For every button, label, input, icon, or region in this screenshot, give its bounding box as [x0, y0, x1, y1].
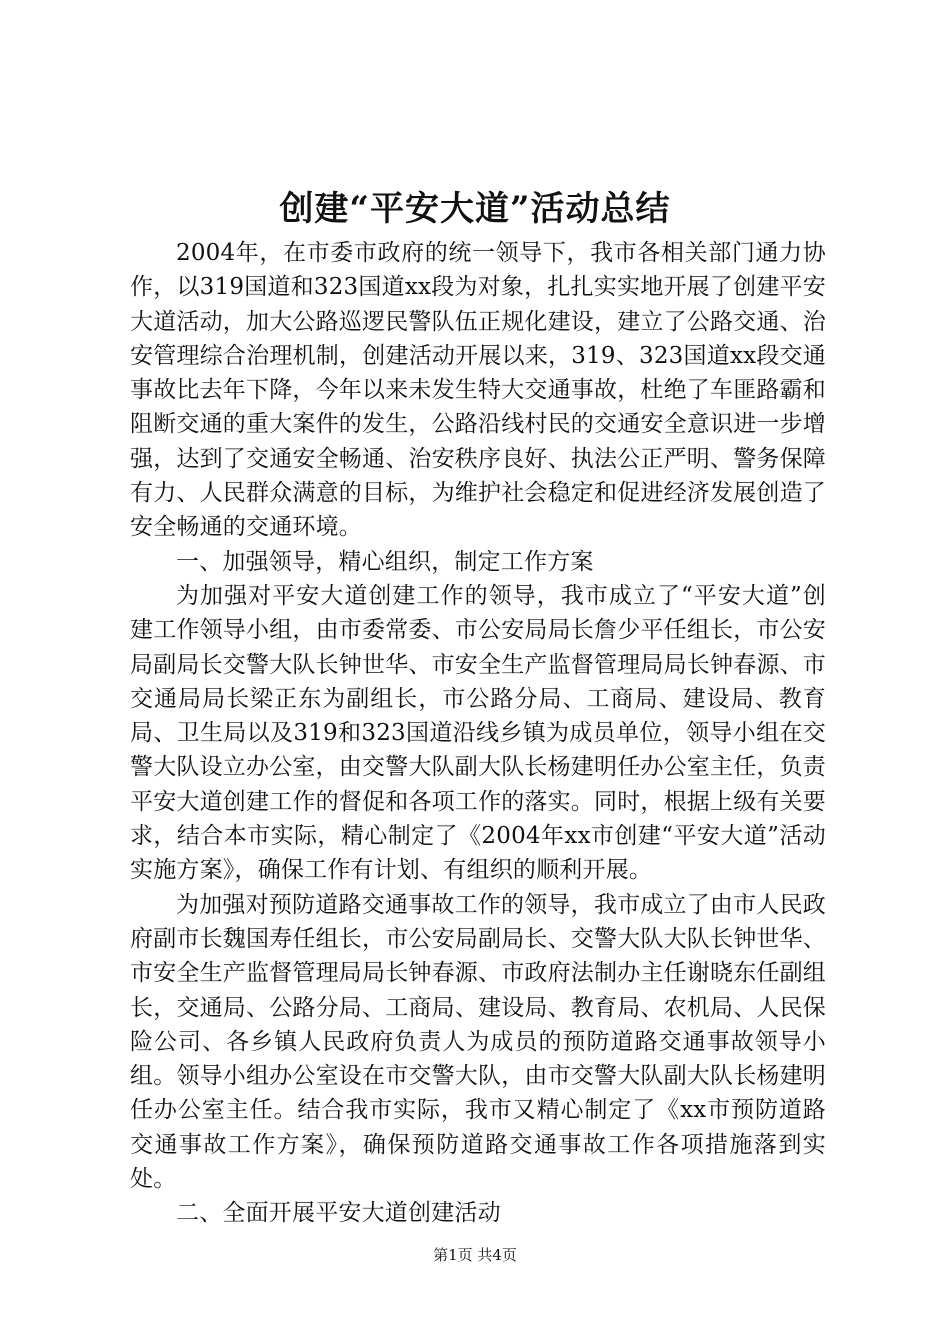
- document-body: [130, 236, 826, 1231]
- page-footer: 第1页 共4页: [433, 1246, 517, 1264]
- section-1-paragraph-2: 为加强对预防道路交通事故工作的领导，我市成立了由市人民政府副市长魏国寿任组长，市公安局副局长、交警大队大队长钟世华、市安全生产监督管理局局长钟春源、市政府法制办主任谢晓东任副组长，交通局、公路分局、工商局、建设局、教育局、农机局、人民保险公司、各乡镇人民政府负责人为成员的预防道路交通事故领导小组。领导小组办公室设在市交警大队，由市交警大队副大队长杨建明任办公室主任。结合我市实际，我市又精心制定了《xx市预防道路交通事故工作方案》，确保预防道路交通事故工作各项措施落到实处。: [130, 891, 826, 1193]
- section-heading-1: 一、加强领导，精心组织，制定工作方案: [176, 548, 594, 575]
- section-1-paragraph-1: 为加强对平安大道创建工作的领导，我市成立了“平安大道”创建工作领导小组，由市委常委、市公安局局长詹少平任组长，市公安局副局长交警大队长钟世华、市安全生产监督管理局局长钟春源、市交通局局长梁正东为副组长，市公路分局、工商局、建设局、教育局、卫生局以及319和323国道沿线乡镇为成员单位，领导小组在交警大队设立办公室，由交警大队副大队长杨建明任办公室主任，负责平安大道创建工作的督促和各项工作的落实。同时，根据上级有关要求，结合本市实际，精心制定了《2004年xx市创建“平安大道”活动实施方案》，确保工作有计划、有组织的顺利开展。: [130, 582, 826, 884]
- intro-paragraph: 2004年，在市委市政府的统一领导下，我市各相关部门通力协作，以319国道和323国道xx段为对象，扎扎实实地开展了创建平安大道活动，加大公路巡逻民警队伍正规化建设，建立了公路交通、治安管理综合治理机制，创建活动开展以来，319、323国道xx段交通事故比去年下降，今年以来未发生特大交通事故，杜绝了车匪路霸和阻断交通的重大案件的发生，公路沿线村民的交通安全意识进一步增强，达到了交通安全畅通、治安秩序良好、执法公正严明、警务保障有力、人民群众满意的目标，为维护社会稳定和促进经济发展创造了安全畅通的交通环境。: [130, 240, 826, 541]
- document-title: 创建“平安大道”活动总结: [279, 189, 671, 229]
- section-heading-2: 二、全面开展平安大道创建活动: [176, 1200, 501, 1227]
